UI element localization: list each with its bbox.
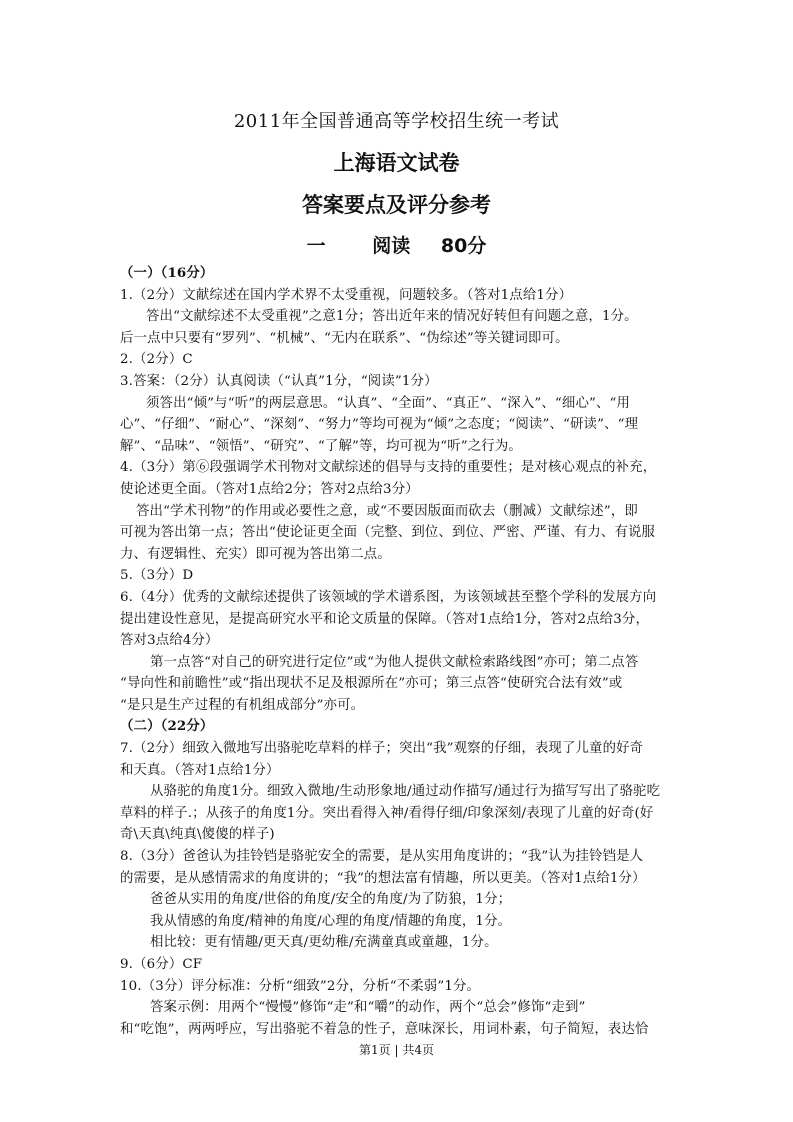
answer-line: 提出建设性意见，是提高研究水平和论文质量的保障。（答对1点给1分，答对2点给3分，	[120, 611, 649, 627]
subsection-heading: （一）（16分）	[120, 265, 214, 281]
answer-line: 解”、“品味”、“领悟”、“研究”、“了解”等，均可视为“听”之行为。	[120, 438, 522, 454]
answer-line: 的需要，是从感情需求的角度讲的；“我”的想法富有情趣，所以更美。（答对1点给1分）	[120, 870, 646, 886]
document-title: 答案要点及评分参考	[302, 193, 491, 217]
answer-line: 答出“文献综述不太受重视”之意1分；答出近年来的情况好转但有问题之意，1分。	[146, 309, 638, 325]
answer-line: 草料的样子.；从孩子的角度1分。突出看得入神/看得仔细/印象深刻/表现了儿童的好奇(好	[120, 805, 654, 821]
section-name: 阅读	[372, 235, 411, 257]
answer-line: 第一点答“对自己的研究进行定位”或“为他人提供文献检索路线图”亦可；第二点答	[150, 654, 639, 670]
exam-title: 2011年全国普通高等学校招生统一考试	[233, 111, 560, 132]
answer-line: 我从情感的角度/精神的角度/心理的角度/情趣的角度，1分。	[150, 913, 512, 929]
answer-line: 和“吃饱”，两两呼应，写出骆驼不着急的性子，意味深长，用词朴素，句子简短，表达恰	[120, 1021, 649, 1037]
answer-line: 2.（2分）C	[120, 352, 193, 368]
answer-line: 力、有逻辑性、充实）即可视为答出第二点。	[120, 546, 391, 562]
answer-line: 8.（3分）爸爸认为挂铃铛是骆驼安全的需要，是从实用角度讲的；“我”认为挂铃铛是人	[120, 849, 644, 865]
answer-line: 3.答案：（2分）认真阅读（“认真”1分，“阅读”1分）	[120, 373, 438, 389]
answer-line: “是只是生产过程的有机组成部分”亦可。	[120, 697, 365, 713]
answer-line: 爸爸从实用的角度/世俗的角度/安全的角度/为了防狼，1分；	[150, 892, 512, 908]
section-heading	[0, 231, 793, 258]
answer-line: 须答出“倾”与“听”的两层意思。“认真”、“全面”、“真正”、“深入”、“细心”、“用	[146, 395, 631, 411]
answer-line: 6.（4分）优秀的文献综述提供了该领域的学术谱系图，为该领域甚至整个学科的发展方向	[120, 589, 657, 605]
answer-line: “导向性和前瞻性”或“指出现状不足及根源所在”亦可；第三点答“使研究合法有效”或	[120, 676, 623, 692]
answer-line: 9.（6分）CF	[120, 957, 203, 972]
section-number: 一	[306, 235, 326, 257]
paper-title: 上海语文试卷	[333, 151, 460, 175]
answer-line: 1.（2分）文献综述在国内学术界不太受重视，问题较多。（答对1点给1分）	[120, 287, 573, 303]
subsection-heading: （二）（22分）	[120, 718, 214, 735]
answer-line: 答对3点给4分）	[120, 633, 219, 649]
section-score: 80分	[440, 235, 487, 257]
answer-line: 心”、“仔细”、“耐心”、“深刻”、“努力”等均可视为“倾”之态度；“阅读”、“研读”、“理	[120, 417, 639, 433]
answer-line: 4.（3分）第⑥段强调学术刊物对文献综述的倡导与支持的重要性；是对核心观点的补充，	[120, 460, 657, 476]
answer-line: 相比较：更有情趣/更天真/更幼稚/充满童真或童趣，1分。	[150, 935, 498, 951]
answer-line: 可视为答出第一点；答出“使论证更全面（完整、到位、到位、严密、严谨、有力、有说服	[120, 525, 656, 541]
answer-line: 答案示例：用两个“慢慢”修饰“走”和“嚼”的动作，两个“总会”修饰“走到”	[150, 1000, 586, 1016]
answer-line: 5.（3分）D	[120, 568, 194, 584]
page-footer: 第1页 | 共4页	[359, 1043, 434, 1057]
answer-line: 10.（3分）评分标准：分析“细致”2分，分析“不柔弱”1分。	[120, 978, 481, 994]
answer-line: 奇\天真\纯真\傻傻的样子)	[120, 827, 275, 843]
answer-line: 后一点中只要有“罗列”、“机械”、“无内在联系”、“伪综述”等关键词即可。	[120, 330, 569, 346]
answer-line: 7.（2分）细致入微地写出骆驼吃草料的样子；突出“我”观察的仔细，表现了儿童的好奇	[120, 741, 644, 757]
answer-content	[120, 263, 676, 1040]
answer-line: 使论述更全面。（答对1点给2分；答对2点给3分）	[120, 481, 419, 497]
answer-line: 从骆驼的角度1分。细致入微地/生动形象地/通过动作描写/通过行为描写写出了骆驼吃	[150, 784, 661, 800]
answer-line: 答出“学术刊物”的作用或必要性之意，或“不要因版面而砍去（删减）文献综述”，即	[136, 503, 638, 519]
answer-line: 和天真。（答对1点给1分）	[120, 762, 280, 778]
